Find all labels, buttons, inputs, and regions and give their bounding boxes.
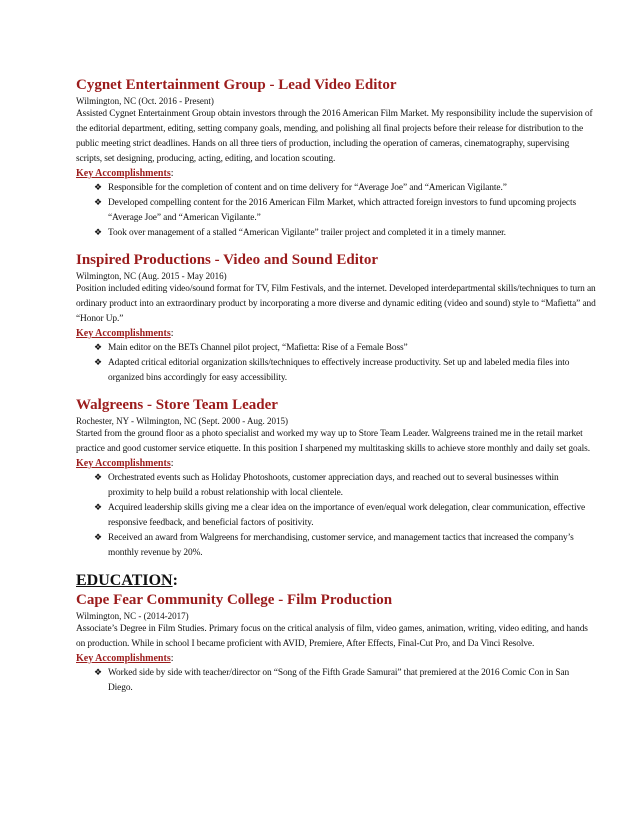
key-accomplishments-label: Key Accomplishments <box>76 328 171 339</box>
list-item <box>76 666 596 696</box>
bullet-text: Main editor on the BETs Channel pilot project, “Mafietta: Rise of a Female Boss” <box>108 343 408 353</box>
accomplishments-list <box>76 471 596 561</box>
bullet-text: Developed compelling content for the 2016 American Film Market, which attracted foreign investors to fund upcoming projects “Average Joe” and “American Vigilante.” <box>108 198 577 223</box>
diamond-bullet-icon: ❖ <box>94 473 102 483</box>
education-heading-text: EDUCATION <box>76 572 173 589</box>
bullet-text: Acquired leadership skills giving me a clear idea on the importance of even/equal work delegation, clear communication, effective responsive feedback, and beneficial factors of positivity. <box>108 503 586 528</box>
education-heading <box>76 571 596 591</box>
job-location-dates: Rochester, NY - Wilmington, NC (Sept. 2000 - Aug. 2015) <box>76 416 289 426</box>
job-location-dates: Wilmington, NC (Aug. 2015 - May 2016) <box>76 271 227 281</box>
list-item <box>76 181 596 196</box>
job-description: Position included editing video/sound format for TV, Film Festivals, and the internet. Developed interdepartmental skills/techniques to turn an ordinary product into an extraordinary product by incorporating a more diverse and dynamic editing (video and sound) style to “Mafietta” and “Honor Up.” <box>76 284 596 324</box>
job-description: Started from the ground floor as a photo specialist and worked my way up to Store Team Leader. Walgreens trained me in the retail market practice and good customer service etiquette. In this position I sharpened my multitasking skills to achieve store monthly and daily set goals. <box>76 429 590 454</box>
accomplishments-list <box>76 181 596 241</box>
list-item <box>76 356 596 386</box>
resume-content <box>76 76 596 706</box>
list-item <box>76 471 596 501</box>
accomplishments-list <box>76 341 596 386</box>
key-accomplishments-heading <box>76 327 596 341</box>
diamond-bullet-icon: ❖ <box>94 183 102 193</box>
bullet-text: Responsible for the completion of content and on time delivery for “Average Joe” and “American Vigilante.” <box>108 183 507 193</box>
school-title: Cape Fear Community College - Film Production <box>76 592 393 608</box>
diamond-bullet-icon: ❖ <box>94 503 102 513</box>
bullet-text: Received an award from Walgreens for merchandising, customer service, and management tactics that increased the company’s monthly revenue by 20%. <box>108 533 574 558</box>
diamond-bullet-icon: ❖ <box>94 343 102 353</box>
bullet-text: Adapted critical editorial organization skills/techniques to effectively increase productivity. Set up and labeled media files into organized bins accordingly for easy accessibility. <box>108 358 570 383</box>
list-item <box>76 531 596 561</box>
job-entry <box>76 251 596 386</box>
job-title: Walgreens - Store Team Leader <box>76 397 278 413</box>
key-accomplishments-label: Key Accomplishments <box>76 653 171 664</box>
education-entry <box>76 591 596 696</box>
key-accomplishments-heading <box>76 167 596 181</box>
diamond-bullet-icon: ❖ <box>94 358 102 368</box>
diamond-bullet-icon: ❖ <box>94 668 102 678</box>
bullet-text: Took over management of a stalled “American Vigilante” trailer project and completed it in a timely manner. <box>108 228 506 238</box>
list-item <box>76 196 596 226</box>
job-location-dates: Wilmington, NC (Oct. 2016 - Present) <box>76 96 214 106</box>
key-accomplishments-label: Key Accomplishments <box>76 458 171 469</box>
school-description: Associate’s Degree in Film Studies. Primary focus on the critical analysis of film, video games, animation, writing, video editing, and hands on production. While in school I became proficient with AVID, Premiere, After Effects, Final-Cut Pro, and Da Vinci Resolve. <box>76 624 588 649</box>
bullet-text: Worked side by side with teacher/director on “Song of the Fifth Grade Samurai” that premiered at the 2016 Comic Con in San Diego. <box>108 668 570 693</box>
accomplishments-list <box>76 666 596 696</box>
key-accomplishments-colon: : <box>170 458 174 469</box>
education-heading-colon: : <box>172 572 178 589</box>
job-description: Assisted Cygnet Entertainment Group obtain investors through the 2016 American Film Market. My responsibility include the supervision of the editorial department, editing, setting company goals, mending, and polishing all final projects before their release for distribution to the public meeting strict deadlines. Hands on all three tiers of production, including the operation of cameras, cinematography, supervising scripts, set designing, producing, acting, editing, and location scouting. <box>76 109 593 164</box>
diamond-bullet-icon: ❖ <box>94 533 102 543</box>
key-accomplishments-colon: : <box>170 328 174 339</box>
school-location-dates: Wilmington, NC - (2014-2017) <box>76 611 189 621</box>
diamond-bullet-icon: ❖ <box>94 198 102 208</box>
job-entry <box>76 76 596 241</box>
list-item <box>76 226 596 241</box>
job-title: Cygnet Entertainment Group - Lead Video Editor <box>76 77 397 93</box>
key-accomplishments-label: Key Accomplishments <box>76 168 171 179</box>
job-title: Inspired Productions - Video and Sound Editor <box>76 252 379 268</box>
bullet-text: Orchestrated events such as Holiday Photoshoots, customer appreciation days, and reached out to several businesses within proximity to help build a robust relationship with local clientele. <box>108 473 559 498</box>
list-item <box>76 501 596 531</box>
key-accomplishments-heading <box>76 652 596 666</box>
job-entry <box>76 396 596 561</box>
diamond-bullet-icon: ❖ <box>94 228 102 238</box>
key-accomplishments-colon: : <box>170 653 174 664</box>
key-accomplishments-colon: : <box>170 168 174 179</box>
list-item <box>76 341 596 356</box>
key-accomplishments-heading <box>76 457 596 471</box>
